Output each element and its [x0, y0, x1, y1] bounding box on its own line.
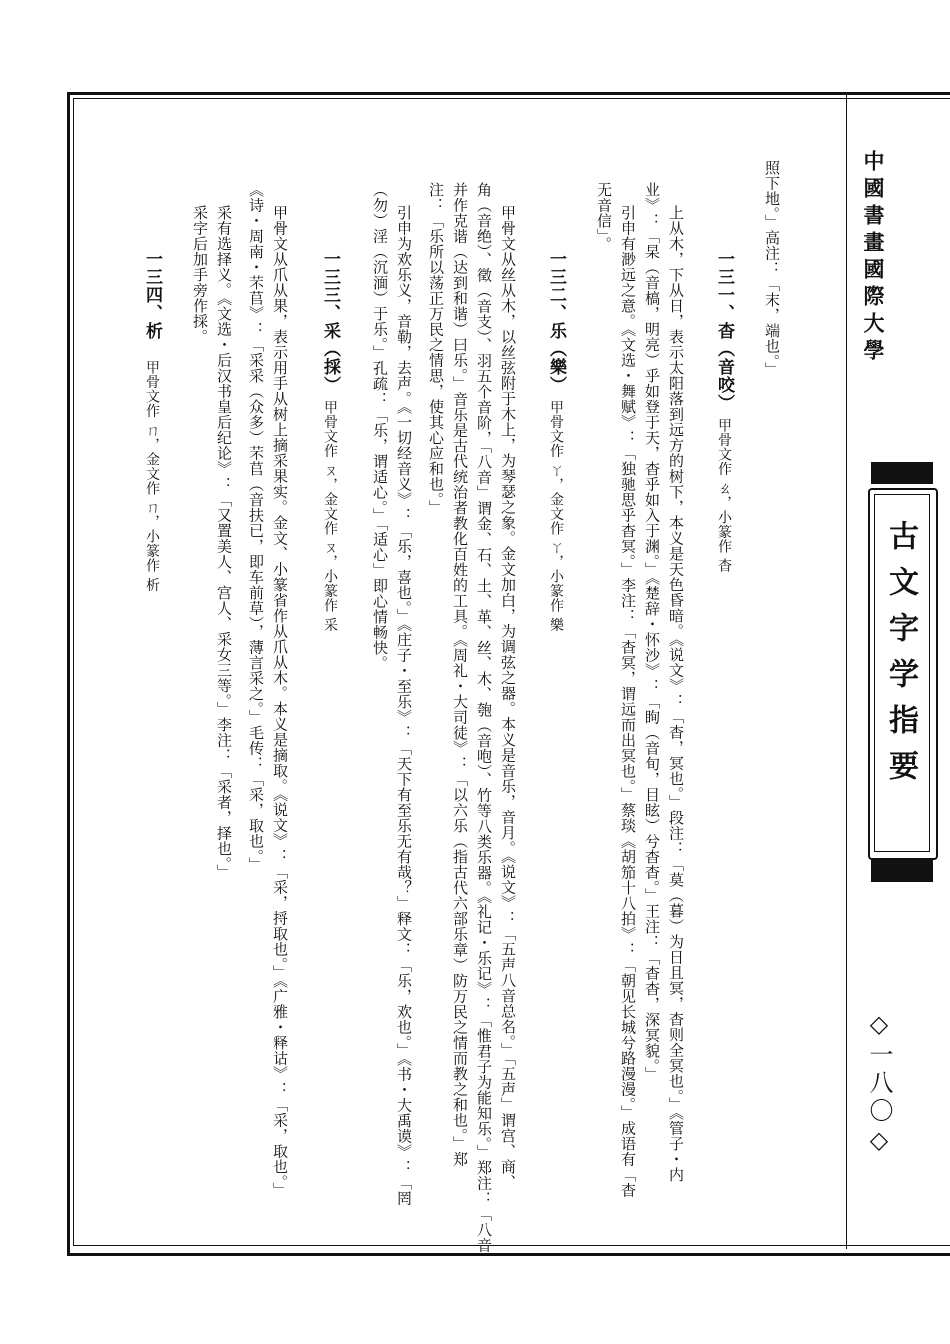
title-banner-bottom — [871, 860, 933, 882]
text-column: 引申为欢乐义，音勒，去声。《一切经音义》：「乐，喜也。」《庄子・至乐》：「天下有至乐无有哉？」释文：「乐，欢也。」《书・大禹谟》：「罔 — [395, 205, 413, 1206]
text-column: 《诗・周南・芣苢》：「采采（众多）芣苢（音扶已，即车前草），薄言采之。」毛传：「采，取也。」 — [247, 182, 265, 873]
text-column: 照下地。」高注：「末，端也。」 — [763, 160, 781, 378]
entry-forms-133: 甲骨文作 ㄡ，金文作 ㄡ，小篆作 采 — [322, 400, 338, 633]
page-number: ◇一八〇◇ — [865, 1010, 893, 1158]
sidebar-divider — [846, 93, 847, 1249]
text-column: 注：「乐所以荡正万民之情思，使其心应和也。」 — [427, 182, 445, 516]
text-column: 甲骨文从丝从木，以丝弦附于木上，为琴瑟之象。金文加白，为调弦之器。本义是音乐，音月。《说文》：「五声八音总名。」「五声」谓宫、商、 — [499, 205, 517, 1190]
entry-forms-132: 甲骨文作 ㄚ，金文作 ㄚ，小篆作 樂 — [548, 400, 564, 633]
entry-forms-134: 甲骨文作 ㄇ，金文作 ㄇ，小篆作 析 — [144, 360, 160, 593]
text-column: 角（音绝）、徵（音支）、羽五个音阶，「八音」谓金、石、土、革、丝、木、匏（音咆）、竹等八类乐器。《礼记・乐记》：「惟君子为能知乐。」郑注：「八音 — [475, 182, 493, 1253]
entry-heading-132: 一三二、乐（樂） — [546, 250, 566, 394]
text-column: 甲骨文从爪从果，表示用手从树上摘采果实。金文、小篆省作从爪从木。本义是摘取。《说文》：「采，捋取也。」《广雅・释诂》：「采，取也。」 — [271, 205, 289, 1198]
text-column: 上从木，下从日，表示太阳落到远方的树下，本义是天色昏暗。《说文》：「杳，冥也。」段注：「莫（暮）为日且冥，杳则全冥也。」《管子・内 — [667, 205, 685, 1183]
text-column: 引申有渺远之意。《文选・舞赋》：「独驰思乎杳冥。」李注：「杳冥，谓远而出冥也。」蔡琰《胡笳十八拍》：「朝见长城兮路漫漫。」成语有「杳 — [619, 205, 637, 1198]
text-column: 无音信」。 — [595, 182, 613, 252]
book-title: 古文字学指要 — [883, 520, 918, 796]
title-banner-top — [871, 462, 933, 484]
entry-heading-131: 一三一、杳（音咬） — [714, 250, 734, 412]
entry-forms-131: 甲骨文作 ㄠ，小篆作 杳 — [716, 418, 732, 573]
text-column: 采字后加手旁作採。 — [191, 205, 209, 345]
university-name: 中國書畫國際大學 — [861, 150, 886, 366]
text-column: 并作克谐（达到和谐）曰乐。」音乐是古代统治者教化百姓的工具。《周礼・大司徒》：「以六乐（指古代六部乐章）防万民之情而教之和也。」郑 — [451, 182, 469, 1167]
text-column: 业》：「杲（音槁，明亮）乎如登于天，杳乎如入于渊。」《楚辞・怀沙》：「眴（音旬，目眩）兮杳杳。」王注：「杳杳，深冥貌。」 — [643, 182, 661, 1082]
entry-heading-133: 一三三、采（採） — [320, 250, 340, 394]
text-column: 采有选择义。《文选・后汉书皇后纪论》：「又置美人、宫人、采女三等。」李注：「采者，择也。」 — [215, 205, 233, 880]
entry-heading-134: 一三四、析 — [142, 250, 162, 340]
text-column: （勿）淫（沉湎）于乐。」孔疏：「乐，谓适心。」「适心」即心情畅快。 — [371, 182, 389, 671]
